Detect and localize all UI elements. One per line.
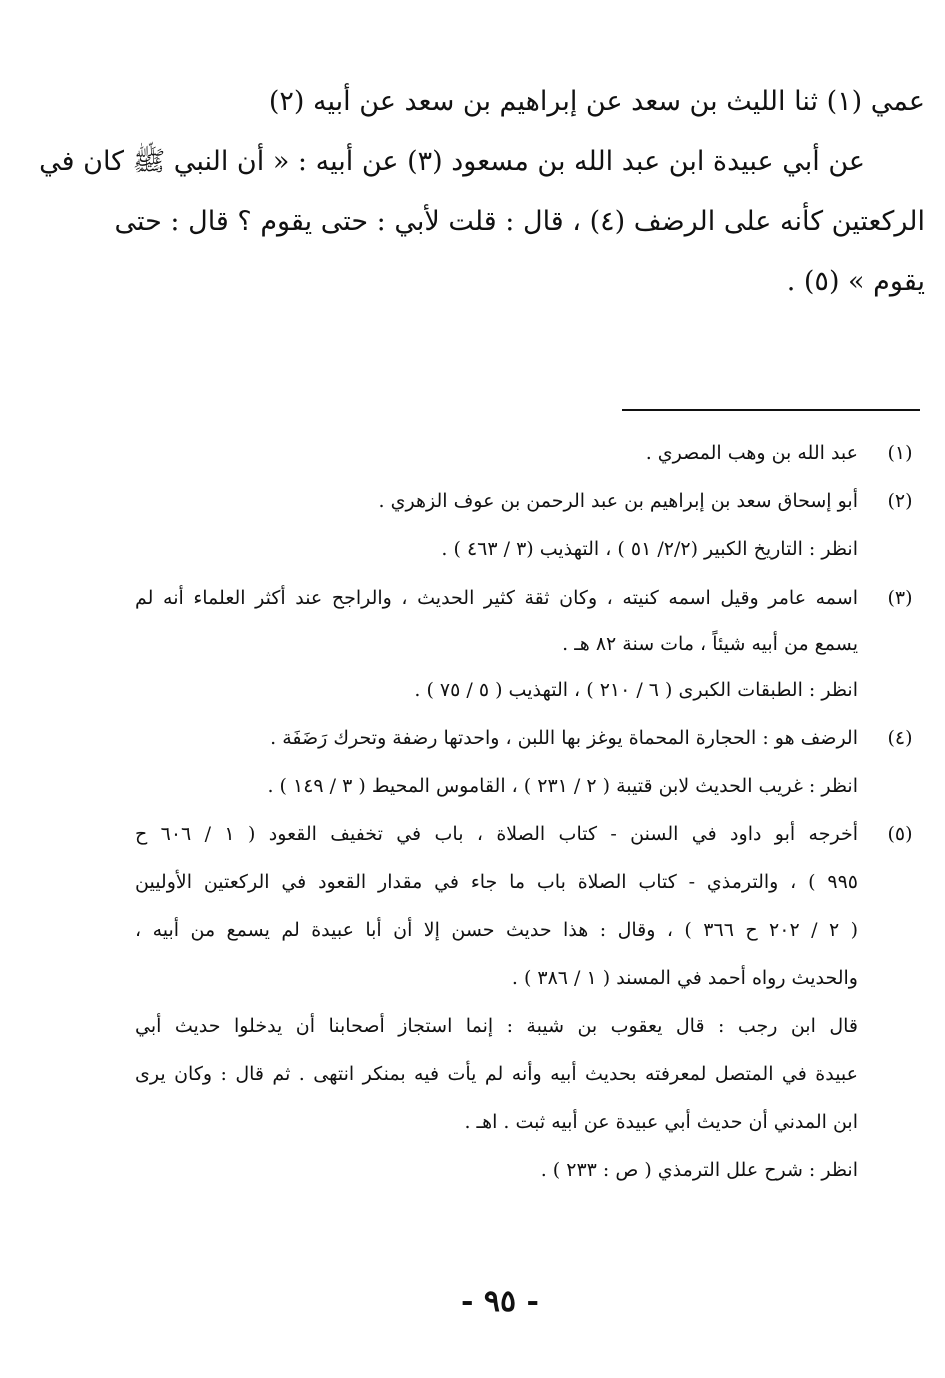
footnote-text: انظر : غريب الحديث لابن قتيبة ( ٢ / ٢٣١ ) ، القاموس المحيط ( ٣ / ١٤٩ ) .: [267, 775, 858, 797]
page-number: - ٩٥ -: [460, 1284, 540, 1319]
footnote-2-reference: [135, 529, 925, 569]
footnote-number: (٤): [887, 727, 913, 749]
footnote-3: [135, 578, 925, 618]
footnote-3-reference: [135, 670, 925, 710]
commentary-text: انظر : شرح علل الترمذي ( ص : ٢٣٣ ) .: [540, 1159, 858, 1181]
commentary-line: [135, 1054, 925, 1094]
footnote-number: (٥): [887, 823, 913, 845]
commentary-line: [135, 1102, 925, 1142]
footnote-text: اسمه عامر وقيل اسمه كنيته ، وكان ثقة كثير الحديث ، والراجح عند أكثر العلماء أنه لم: [135, 587, 858, 609]
main-text-line: عن أبي عبيدة ابن عبد الله بن مسعود (٣) عن أبيه : « أن النبي ﷺ كان في: [39, 146, 865, 177]
commentary-text: ابن المدني أن حديث أبي عبيدة عن أبيه ثبت . اهـ .: [464, 1111, 858, 1133]
main-text-line: يقوم » (٥) .: [786, 266, 925, 297]
footnote-5: [135, 814, 925, 854]
footnote-text: عبد الله بن وهب المصري .: [645, 442, 858, 464]
footnote-separator: [622, 409, 920, 411]
footnote-3-continuation: [135, 624, 925, 664]
footnote-5-continuation: [135, 958, 925, 998]
footnote-4-reference: [135, 766, 925, 806]
footnote-text: أبو إسحاق سعد بن إبراهيم بن عبد الرحمن بن عوف الزهري .: [378, 490, 858, 512]
footnote-number: (١): [887, 442, 913, 464]
commentary-text: قال ابن رجب : قال يعقوب بن شيبة : إنما استجاز أصحابنا أن يدخلوا حديث أبي: [135, 1015, 858, 1037]
footnote-4: [135, 718, 925, 758]
footnote-text: انظر : التاريخ الكبير (٢/٢/ ٥١ ) ، التهذيب (٣ / ٤٦٣ ) .: [441, 538, 858, 560]
footnote-text: أخرجه أبو داود في السنن - كتاب الصلاة ، باب في تخفيف القعود ( ١ / ٦٠٦ ح: [135, 823, 858, 845]
main-text-line: عمي (١) ثنا الليث بن سعد عن إبراهيم بن سعد عن أبيه (٢): [268, 86, 925, 117]
footnote-text: ٩٩٥ ) ، والترمذي - كتاب الصلاة باب ما جاء في مقدار القعود في الركعتين الأوليين: [135, 871, 858, 893]
main-text: [39, 72, 925, 312]
footnote-text: والحديث رواه أحمد في المسند ( ١ / ٣٨٦ ) .: [511, 967, 858, 989]
footnote-5-continuation: [135, 862, 925, 902]
commentary-line: [135, 1150, 925, 1190]
footnote-text: يسمع من أبيه شيئاً ، مات سنة ٨٢ هـ .: [562, 633, 858, 655]
commentary-line: [135, 1006, 925, 1046]
footnote-2: [135, 481, 925, 521]
main-text-line: الركعتين كأنه على الرضف (٤) ، قال : قلت لأبي : حتى يقوم ؟ قال : حتى: [114, 206, 925, 237]
footnote-text: ( ٢ / ٢٠٢ ح ٣٦٦ ) ، وقال : هذا حديث حسن إلا أن أبا عبيدة لم يسمع من أبيه ،: [135, 919, 859, 941]
footnote-text: الرضف هو : الحجارة المحماة يوغز بها اللبن ، واحدتها رضفة وتحرك رَضَفَة .: [270, 727, 858, 749]
footnote-number: (٣): [887, 587, 913, 609]
footnote-5-continuation: [135, 910, 925, 950]
footnote-text: انظر : الطبقات الكبرى ( ٦ / ٢١٠ ) ، التهذيب ( ٥ / ٧٥ ) .: [414, 679, 858, 701]
footnote-1: [135, 433, 925, 473]
commentary-text: عبيدة في المتصل لمعرفته بحديث أبيه وأنه لم يأت فيه بمنكر انتهى . ثم قال : وكان يرى: [135, 1063, 858, 1085]
footnote-number: (٢): [887, 490, 913, 512]
